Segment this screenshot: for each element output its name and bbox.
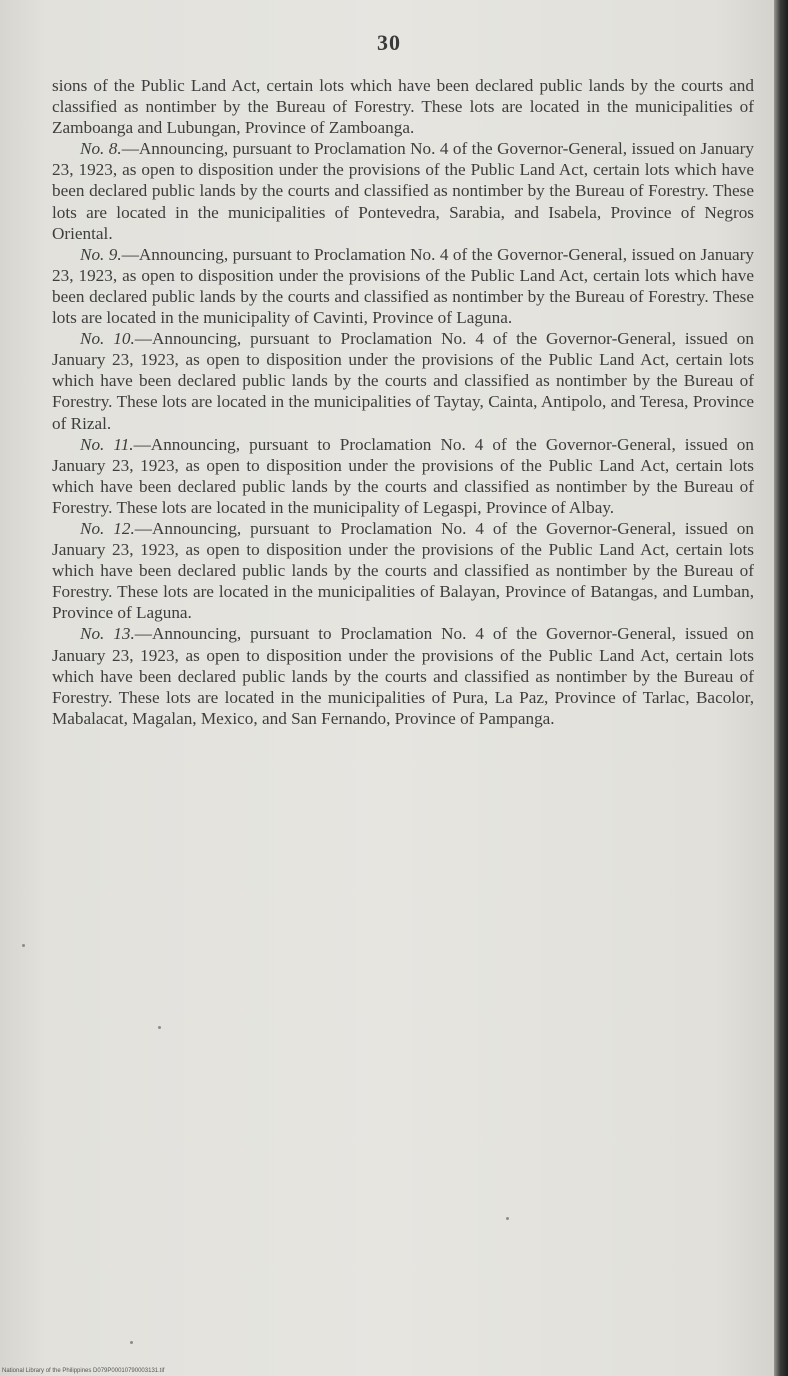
paragraph-number: No. 9. bbox=[80, 244, 122, 264]
continuation-paragraph: sions of the Public Land Act, certain lots which have been declared public lands by the courts and classified as nontimber by the Bureau of Forestry. These lots are located in the municipalities of Zamboanga and Lubungan, Province of Zamboanga. bbox=[52, 76, 754, 138]
paragraph-no-12 bbox=[52, 518, 754, 623]
scan-speck bbox=[506, 1217, 509, 1220]
paragraph-text: —Announcing, pursuant to Proclamation No. 4 of the Governor-General, issued on January 23, 1923, as open to disposition under the provisions of the Public Land Act, certain lots which have been declared public lands by the courts and classified as nontimber by the Bureau of Forestry. These lots are located in the municipalities of Taytay, Cainta, Antipolo, and Teresa, Province of Rizal. bbox=[52, 329, 754, 433]
paragraph-number: No. 11. bbox=[80, 434, 134, 454]
paragraph-no-13 bbox=[52, 623, 754, 728]
paragraph-no-8 bbox=[52, 138, 754, 243]
paragraph-no-11 bbox=[52, 434, 754, 518]
scan-speck bbox=[22, 944, 25, 947]
paragraph-text: —Announcing, pursuant to Proclamation No. 4 of the Governor-General, issued on January 23, 1923, as open to disposition under the provisions of the Public Land Act, certain lots which have been declared public lands by the courts and classified as nontimber by the Bureau of Forestry. These lots are located in the municipalities of Pontevedra, Sarabia, and Isabela, Province of Negros Oriental. bbox=[52, 139, 754, 243]
paragraph-no-10 bbox=[52, 328, 754, 433]
paragraph-number: No. 10. bbox=[80, 329, 135, 349]
paragraph-no-9 bbox=[52, 244, 754, 328]
paragraph-text: —Announcing, pursuant to Proclamation No. 4 of the Governor-General, issued on January 23, 1923, as open to disposition under the provisions of the Public Land Act, certain lots which have been declared public lands by the courts and classified as nontimber by the Bureau of Forestry. These lots are located in the municipalities of Pura, La Paz, Province of Tarlac, Bacolor, Mabalacat, Magalan, Mexico, and San Fernando, Province of Pampanga. bbox=[52, 624, 754, 728]
document-body bbox=[52, 75, 754, 729]
paragraph-number: No. 12. bbox=[80, 518, 135, 538]
page-number: 30 bbox=[377, 30, 401, 55]
paragraph-number: No. 13. bbox=[80, 624, 135, 644]
scan-footer: National Library of the Philippines D079P00010790003131.tif bbox=[2, 1368, 165, 1374]
paragraph-text: —Announcing, pursuant to Proclamation No. 4 of the Governor-General, issued on January 23, 1923, as open to disposition under the provisions of the Public Land Act, certain lots which have been declared public lands by the courts and classified as nontimber by the Bureau of Forestry. These lots are located in the municipality of Cavinti, Province of Laguna. bbox=[52, 244, 754, 328]
paragraph-text: —Announcing, pursuant to Proclamation No. 4 of the Governor-General, issued on January 23, 1923, as open to disposition under the provisions of the Public Land Act, certain lots which have been declared public lands by the courts and classified as nontimber by the Bureau of Forestry. These lots are located in the municipalities of Balayan, Province of Batangas, and Lumban, Province of Laguna. bbox=[52, 518, 754, 623]
book-spine-edge bbox=[774, 0, 788, 1376]
scan-speck bbox=[158, 1026, 161, 1029]
paragraph-text: —Announcing, pursuant to Proclamation No. 4 of the Governor-General, issued on January 23, 1923, as open to disposition under the provisions of the Public Land Act, certain lots which have been declared public lands by the courts and classified as nontimber by the Bureau of Forestry. These lots are located in the municipality of Legaspi, Province of Albay. bbox=[52, 434, 754, 517]
scan-speck bbox=[130, 1341, 133, 1344]
paragraph-number: No. 8. bbox=[80, 139, 122, 159]
